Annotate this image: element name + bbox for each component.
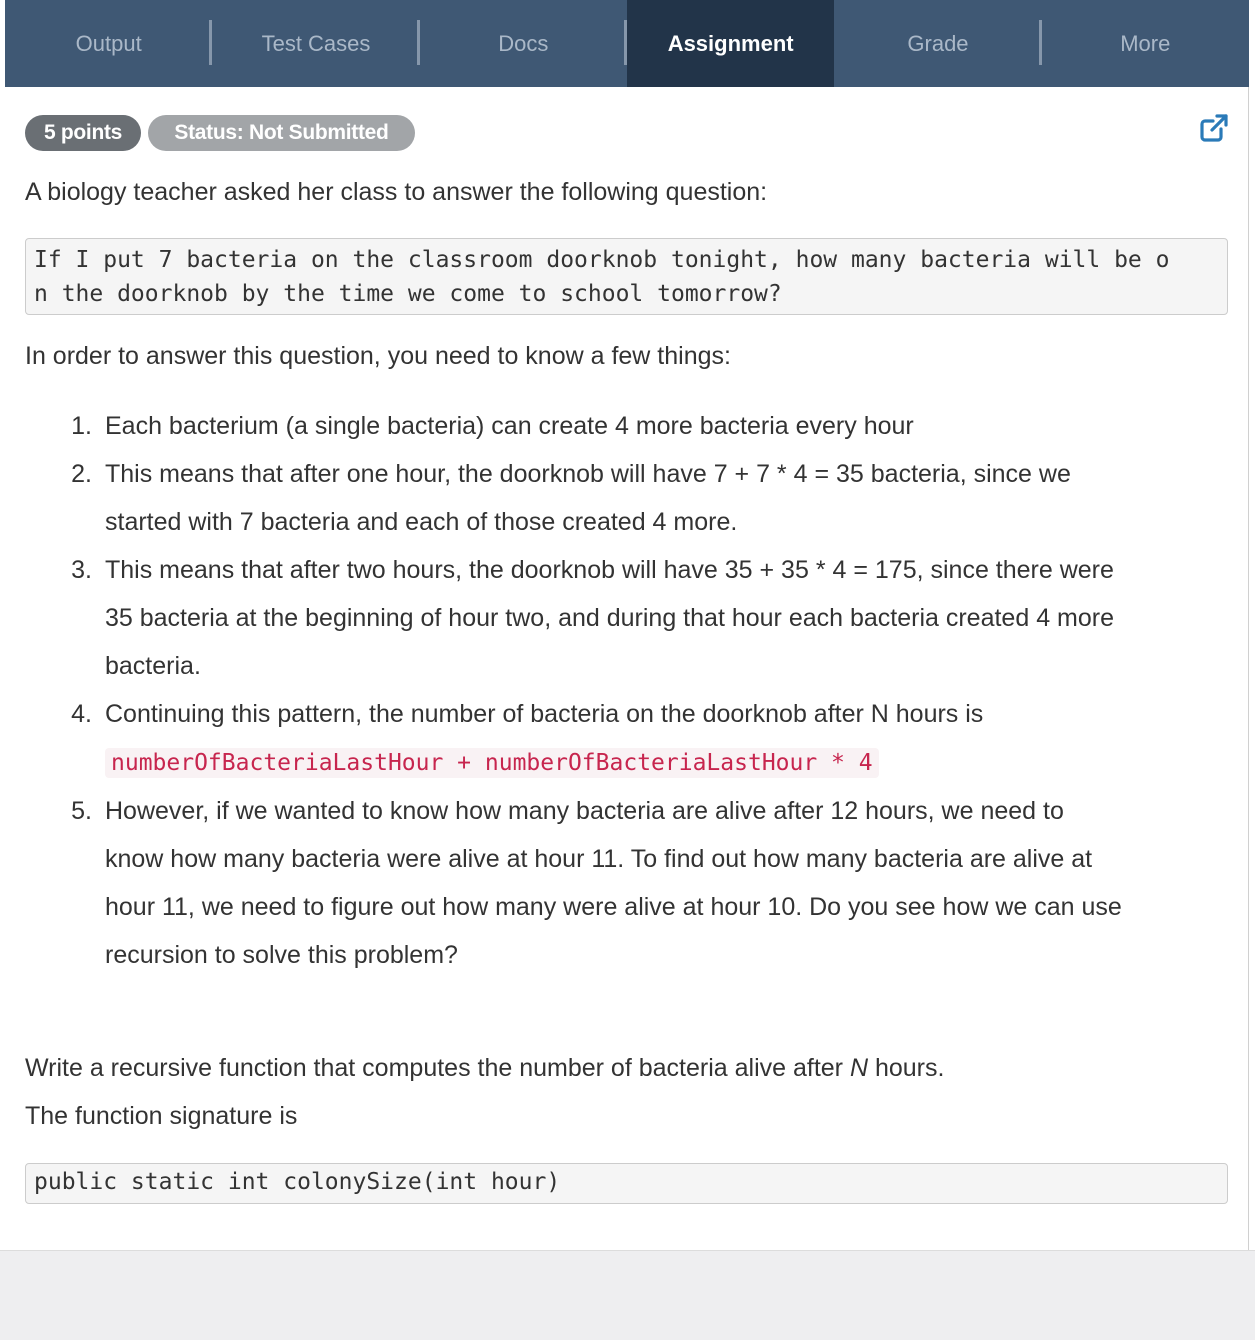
task-suffix: hours. (868, 1054, 945, 1082)
list-number: 2. (71, 460, 92, 488)
task-text (25, 1054, 944, 1083)
list-number: 4. (71, 700, 92, 728)
tab-grade[interactable] (834, 0, 1041, 87)
signature-intro-text: The function signature is (25, 1102, 298, 1130)
footer-area (0, 1250, 1255, 1340)
list-item (0, 546, 1255, 690)
code-line: If I put 7 bacteria on the classroom doorknob tonight, how many bacteria will be o (34, 247, 1170, 273)
list-line: This means that after two hours, the doorknob will have 35 + 35 * 4 = 175, since there were (105, 556, 1114, 584)
list-line: Continuing this pattern, the number of bacteria on the doorknob after N hours is (105, 700, 984, 728)
status-badge: Status: Not Submitted (148, 115, 415, 151)
signature-code-block: public static int colonySize(int hour) (25, 1163, 1228, 1204)
list-line: know how many bacteria were alive at hour 11. To find out how many bacteria are alive at (105, 845, 1093, 873)
steps-list (0, 402, 1255, 979)
tab-label: Assignment (667, 30, 794, 56)
list-line: 35 bacteria at the beginning of hour two, and during that hour each bacteria created 4 more (105, 604, 1114, 632)
list-item (0, 690, 1255, 787)
tab-label: Docs (498, 30, 549, 56)
list-line: This means that after one hour, the doorknob will have 7 + 7 * 4 = 35 bacteria, since we (105, 460, 1071, 488)
list-line: hour 11, we need to figure out how many were alive at hour 10. Do you see how we can use (105, 893, 1122, 921)
list-item (0, 450, 1255, 546)
list-line: bacteria. (105, 652, 201, 680)
task-prefix: Write a recursive function that computes the number of bacteria alive after (25, 1054, 850, 1082)
list-number: 3. (71, 556, 92, 584)
tab-label: Test Cases (261, 30, 371, 56)
know-intro-text: In order to answer this question, you need to know a few things: (25, 342, 731, 370)
tab-docs[interactable] (420, 0, 627, 87)
list-number: 5. (71, 797, 92, 825)
tab-output[interactable] (5, 0, 212, 87)
list-line: recursion to solve this problem? (105, 941, 458, 969)
tab-label: Grade (907, 30, 969, 56)
tab-assignment[interactable] (627, 0, 834, 87)
tab-bar (5, 0, 1249, 87)
list-item (0, 402, 1255, 450)
task-emphasis: N (849, 1054, 869, 1082)
code-line: n the doorknob by the time we come to school tomorrow? (34, 281, 782, 307)
intro-text: A biology teacher asked her class to answer the following question: (25, 178, 768, 206)
question-code-block (25, 238, 1228, 315)
tab-test-cases[interactable] (212, 0, 419, 87)
points-badge: 5 points (25, 115, 141, 151)
list-line: Each bacterium (a single bacteria) can create 4 more bacteria every hour (105, 412, 914, 440)
list-line: However, if we wanted to know how many bacteria are alive after 12 hours, we need to (105, 797, 1064, 825)
list-line: started with 7 bacteria and each of those created 4 more. (105, 508, 738, 536)
tab-label: More (1120, 30, 1171, 56)
list-number: 1. (71, 412, 92, 440)
external-link-icon[interactable] (1199, 113, 1229, 143)
tab-more[interactable] (1042, 0, 1249, 87)
formula-code: numberOfBacteriaLastHour + numberOfBacteriaLastHour * 4 (105, 748, 879, 778)
tab-label: Output (75, 30, 142, 56)
list-item (0, 787, 1255, 979)
